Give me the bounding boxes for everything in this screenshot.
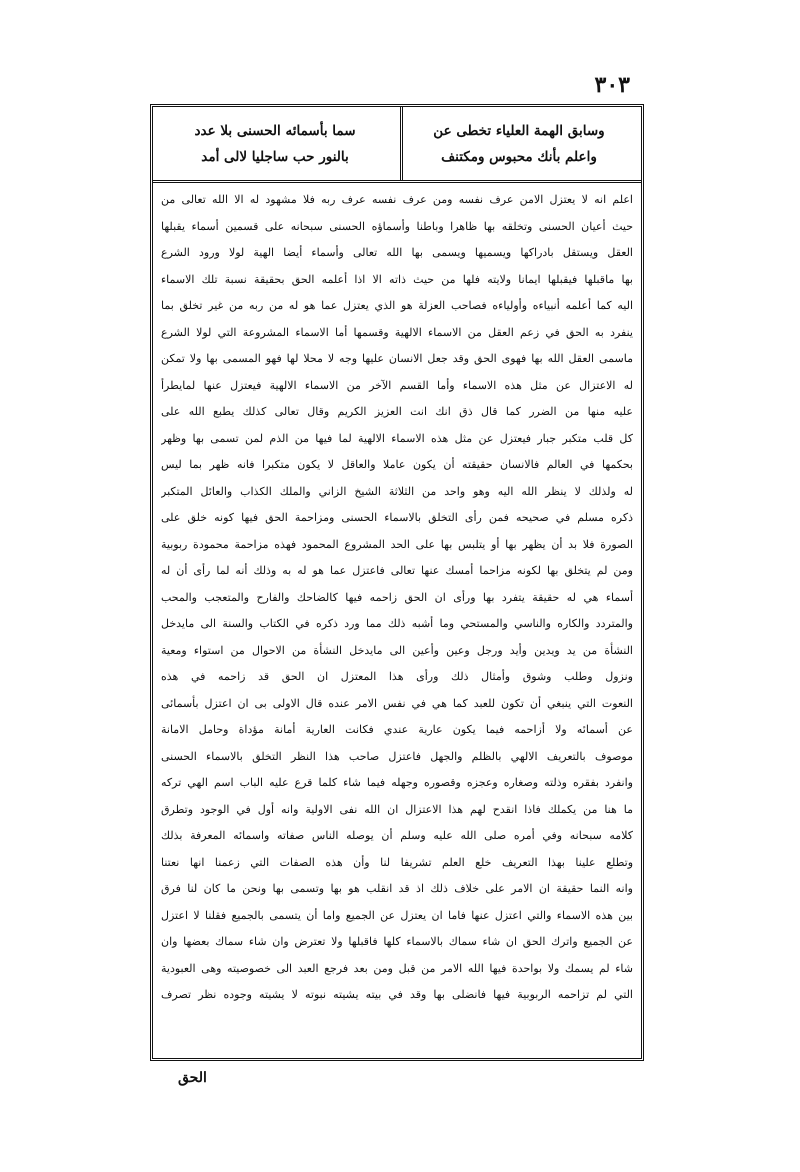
body-line: ونزول وطلب وشوق وأمثال ذلك ورأى هذا المعتزل ان الحق قد زاحمه في هذه xyxy=(161,670,633,683)
body-line: له الاعتزال عن مثل هذه الاسماء وأما القسم الآخر من الاسماء الالهية فيعتزل عنها لمايطرأ xyxy=(161,378,633,392)
body-line: حيث أعيان الحسنى وتخلقه بها ظاهرا وباطنا وأسماؤه الحسنى سبحانه على قسمين أسماء يقبلها xyxy=(161,219,633,233)
verse-left-column xyxy=(159,107,391,180)
body-line: النعوت التي ينبغي أن تكون للعبد كما هي في نفس الامر عنده قال الاولى بى ان اعتزل بأسمائى xyxy=(161,696,633,710)
body-line: له ولذلك لا ينظر الله اليه وهو واحد من الثلاثة الشيخ الزاني والملك الكذاب والعائل المتكبر xyxy=(161,484,633,498)
body-line: ينفرد به الحق في زعم العقل من الاسماء الالهية وقسمها أما الاسماء المشروعة التي لولا الشرع xyxy=(161,325,633,339)
body-line: اليه كما أعلمه أنبياءه وأولياءه فصاحب العزلة هو الذي يعتزل عما هو له من ربه من غير تخلق بما xyxy=(161,299,633,312)
body-line: الصورة فلا بد أن يظهر بها أو يتلبس بها على الحد المشروع المحمود فهذه مزاحمة محمودة ربوبية xyxy=(161,537,633,551)
verse-line: بالنور حب ساجليا لالى أمد xyxy=(201,148,349,165)
verse-line: واعلم بأنك محبوس ومكتنف xyxy=(441,148,597,165)
body-line: اعلم انه لا يعتزل الامن عرف نفسه ومن عرف نفسه عرف ربه فلا مشهود له الا الله تعالى من xyxy=(161,193,633,206)
verse-line: سما بأسمائه الحسنى بلا عدد xyxy=(194,122,356,139)
body-line: موصوف بالتعريف الالهي بالظلم والجهل فاعتزل صاحب هذا النظر التخلق بالاسماء الحسنى xyxy=(161,749,633,763)
body-line: وتطلع علينا بهذا التعريف خلع العلم تشريفا لنا وأن هذه الصفات التي زعمنا انها نعتنا xyxy=(161,855,633,869)
body-line: ما هنا من يكملك فاذا انقدح لهم هذا الاعتزال ان الله نفى الاولية وانه أول في الوجود وتطرق xyxy=(161,802,633,816)
body-line: أسماء هي له حقيقة يتفرد بها ورأى ان الحق زاحمه فيها كالضاحك والفارح والمتعجب والمحب xyxy=(161,590,633,604)
body-line: عليه منها من الضرر كما قال ذق انك انت العزيز الكريم وقال تعالى كذلك يطبع الله على xyxy=(161,405,633,418)
body-line: النشأة من يد ويدين وأيد ورجل وعين وأعين الى مايدخل النشأة من الاحوال من استواء ومعية xyxy=(161,643,633,657)
body-line: كلامه سبحانه وفي أمره صلى الله عليه وسلم أن يوصله الناس صفاته واسمائه المعرفة بذلك xyxy=(161,829,633,842)
text-frame xyxy=(150,104,644,1061)
body-line: بها ماقبلها فيقبلها ايمانا ولايته فلها من حيث ذاته الا اذا أعلمه الحق بحقيقة نسبة تلك الاسماء xyxy=(161,272,633,286)
verse-line: وسابق الهمة العلياء تخطى عن xyxy=(433,122,605,139)
page-number: ٣٠٣ xyxy=(594,72,630,98)
body-line: شاء لم يسمك ولا بواحدة فيها الله الامر من قبل ومن بعد فرجع العبد الى خصوصيته وهى العبودية xyxy=(161,961,633,975)
body-line: كل قلب متكبر جبار فيعتزل عن مثل هذه الاسماء الالهية لما فيها من الذم لمن تسمى بها وظهر xyxy=(161,431,633,445)
body-line: وانه النما حقيقة ان الامر على خلاف ذلك اذ قد انقلب هو بها وتسمى بها ونحن ما كان لنا فرق xyxy=(161,882,633,895)
verse-right-column xyxy=(400,107,635,180)
body-line: ماسمى العقل الله بها فهوى الحق وقد جعل الانسان عليها وجه لا محلا لها فهو المسمى بها ولا تمكن xyxy=(161,352,633,365)
body-text xyxy=(161,187,633,1001)
body-line: وانفرد بفقره وذلته وصغاره وعجزه وقصوره وجهله فيما شاء كلما قرع عليه الباب اسم الهي تركه xyxy=(161,776,633,789)
body-line: عن الجميع واترك الحق ان شاء سماك بالاسماء كلها فاقبلها ولا تعترض وان شاء سماك بعضها وان xyxy=(161,935,633,948)
catchword: الحق xyxy=(178,1070,207,1086)
body-line: التي لم تزاحمه الربوبية فيها فانضلى بها وقد في بيته يشيته نبوته لا يشيته وجوده نظر تصرف xyxy=(161,988,633,1001)
body-line: العقل ويستقل بادراكها ويسميها ويسمى بها الله تعالى وأسماء أيضا الهية لولا ورود الشرع xyxy=(161,246,633,259)
body-line: ذكره مسلم في صحيحه فمن رأى التخلق بالاسماء الحسنى ومزاحمة الحق فيها كونه خلق على xyxy=(161,511,633,524)
body-line: عن أسمائه ولا أزاحمه فيما يكون عارية عندي فكانت العارية أمانة مؤداة وحامل الامانة xyxy=(161,723,633,736)
body-line: بين هذه الاسماء والتي اعتزل عنها فاما ان يعتزل عن الجميع واما أن يتسمى بالجميع فقلنا لا اعتزل xyxy=(161,908,633,922)
body-line: بحكمها في العالم فالانسان حقيقته أن يكون عاملا والعاقل لا يكون متكبرا فانه ظهر بما ليس xyxy=(161,458,633,471)
verse-header xyxy=(153,107,641,183)
body-line: والمتردد والكاره والناسي والمستحي وما أشبه ذلك مما ورد ذكره في الكتاب والسنة الى مايدخل xyxy=(161,617,633,630)
body-line: ومن لم يتخلق بها لكونه مزاحما أمسك عنها تعالى فاعتزل عما هو له به وذلك أنه لما رأى أن له xyxy=(161,564,633,577)
